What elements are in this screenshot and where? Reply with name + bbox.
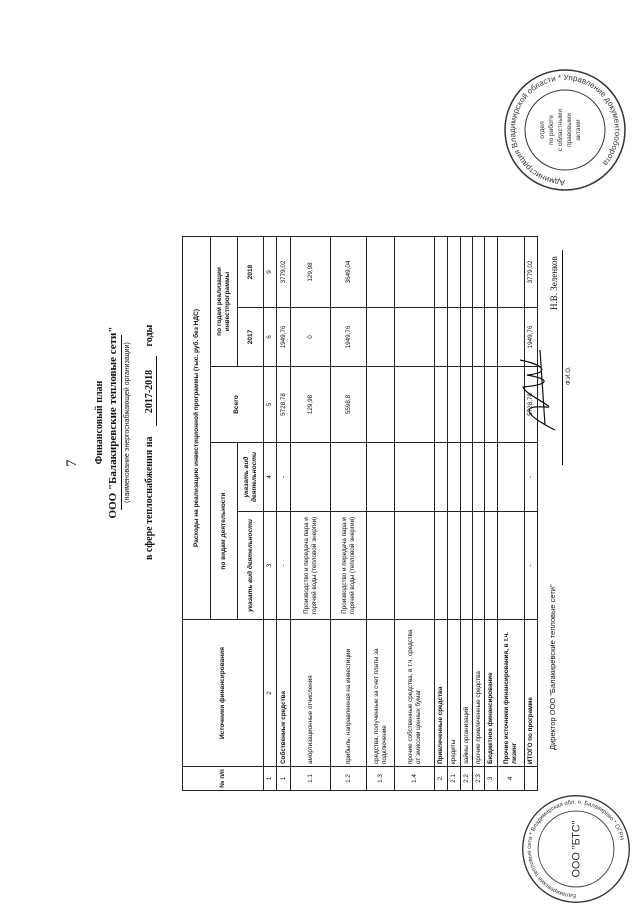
table-row xyxy=(395,236,435,790)
cell-num: 1.1 xyxy=(291,767,331,791)
cell-total: 5728,78 xyxy=(277,367,291,443)
header-source: Источники финансирования xyxy=(183,620,264,767)
cell-y2017: 1949,76 xyxy=(331,308,367,367)
cell-num: 1.2 xyxy=(331,767,367,791)
header-by-activity: по видам деятельности xyxy=(211,443,238,620)
handwritten-signature xyxy=(515,345,563,435)
table-row xyxy=(498,236,525,790)
table-row xyxy=(367,236,395,790)
cell-source: займы организаций xyxy=(461,620,473,767)
cell-num: 4 xyxy=(498,767,525,791)
header-by-years: по годам реализации инвестпрограммы xyxy=(211,236,238,366)
stamp-center-line: правовыми xyxy=(566,113,573,147)
cell-act3 xyxy=(498,512,525,620)
cell-act3 xyxy=(367,512,395,620)
cell-y2018 xyxy=(498,236,525,307)
cell-source: Собственные средства xyxy=(277,620,291,767)
cell-source: кредиты xyxy=(448,620,461,767)
document-title: Финансовый план xyxy=(94,380,105,465)
cell-y2017: 1949,76 xyxy=(277,308,291,367)
cell-act3 xyxy=(461,512,473,620)
header-num: № п/п xyxy=(183,767,264,791)
cell-total: 5598,8 xyxy=(331,367,367,443)
cell-num: 2.3 xyxy=(473,767,485,791)
cell-source: Бюджетное финансирование xyxy=(485,620,498,767)
svg-text:Балакиревские тепловые сети *: Балакиревские тепловые сети * Владимирская обл. п. Балакирево * ОГРН xyxy=(526,799,625,899)
column-number: 5 xyxy=(264,367,277,443)
cell-y2017 xyxy=(473,308,485,367)
signatory-position: Директор ООО "Балакиревские тепловые сети" xyxy=(548,584,557,750)
header-activity-4: указать вид деятельности xyxy=(238,443,264,512)
cell-num: 1.4 xyxy=(395,767,435,791)
column-numbers-row xyxy=(264,236,277,790)
cell-y2017 xyxy=(448,308,461,367)
cell-source: ИТОГО по программе xyxy=(525,620,538,767)
table-row xyxy=(473,236,485,790)
cell-y2018 xyxy=(435,236,448,307)
cell-y2017 xyxy=(367,308,395,367)
cell-act3 xyxy=(435,512,448,620)
cell-num: 1.3 xyxy=(367,767,395,791)
cell-y2018: 3779,02 xyxy=(277,236,291,307)
stamp-center-line: по работе xyxy=(548,115,555,145)
cell-total xyxy=(367,367,395,443)
cell-total xyxy=(395,367,435,443)
cell-num xyxy=(525,767,538,791)
cell-act4 xyxy=(331,443,367,512)
financial-plan-table xyxy=(182,236,538,791)
stamp-center-line: отдел xyxy=(539,121,546,139)
cell-total: 129,98 xyxy=(291,367,331,443)
cell-num: 3 xyxy=(485,767,498,791)
svg-text:Администрация Владимирской обл: Администрация Владимирской области * Управление документооборота xyxy=(507,72,623,188)
cell-total xyxy=(461,367,473,443)
cell-y2017: 1949,76 xyxy=(525,308,538,367)
cell-act4 xyxy=(498,443,525,512)
cell-source: прочие собственные средства, в т.ч. средства от эмиссии ценных бумаг xyxy=(395,620,435,767)
cell-act4 xyxy=(473,443,485,512)
organization-underline xyxy=(121,335,122,510)
table-row xyxy=(291,236,331,790)
cell-total xyxy=(485,367,498,443)
header-activity-3: указать вид деятельности xyxy=(238,512,264,620)
cell-source: прибыль, направленная на инвестиции xyxy=(331,620,367,767)
table-row xyxy=(485,236,498,790)
svg-text:ООО "БТС": ООО "БТС" xyxy=(570,820,583,878)
cell-source: средства, полученные за счет платы за подключение xyxy=(367,620,395,767)
header-year-2018: 2018 xyxy=(238,236,264,307)
cell-y2017 xyxy=(395,308,435,367)
cell-y2017 xyxy=(461,308,473,367)
cell-act4 xyxy=(448,443,461,512)
signatory-name: Н.В. Зеленков xyxy=(549,256,559,310)
cell-total xyxy=(473,367,485,443)
cell-y2018 xyxy=(367,236,395,307)
sphere-prefix: в сфере теплоснабжения на xyxy=(144,436,155,560)
cell-y2018 xyxy=(448,236,461,307)
cell-act4 xyxy=(291,443,331,512)
cell-y2018: 3649,04 xyxy=(331,236,367,307)
cell-act3 xyxy=(395,512,435,620)
cell-act4 xyxy=(485,443,498,512)
table-row xyxy=(461,236,473,790)
column-number: 6 xyxy=(264,308,277,367)
cell-act3: - xyxy=(277,512,291,620)
table-row xyxy=(448,236,461,790)
header-total: Всего xyxy=(211,367,264,443)
cell-y2017: 0 xyxy=(291,308,331,367)
cell-source: Привлеченные средства xyxy=(435,620,448,767)
organization-note: (наименование энергоснабжающей организации) xyxy=(124,342,131,503)
cell-source: амортизационные отчисления xyxy=(291,620,331,767)
header-year-2017: 2017 xyxy=(238,308,264,367)
cell-act3: Производство и передача пара и горячей воды (тепловой энергии) xyxy=(331,512,367,620)
cell-num: 2.1 xyxy=(448,767,461,791)
cell-act3 xyxy=(473,512,485,620)
cell-y2018 xyxy=(461,236,473,307)
cell-y2018: 3779,02 xyxy=(525,236,538,307)
cell-total xyxy=(435,367,448,443)
cell-total xyxy=(448,367,461,443)
cell-y2018 xyxy=(485,236,498,307)
cell-act4 xyxy=(435,443,448,512)
column-number: 4 xyxy=(264,443,277,512)
cell-source: Прочие источники финансирования, в т.ч. лизинг xyxy=(498,620,525,767)
administration-stamp xyxy=(502,67,628,193)
sphere-suffix: годы xyxy=(144,324,155,347)
column-number: 1 xyxy=(264,767,277,791)
cell-y2017 xyxy=(435,308,448,367)
cell-total: 5728,78 xyxy=(525,367,538,443)
cell-source: прочие привлеченные средства xyxy=(473,620,485,767)
cell-act4 xyxy=(395,443,435,512)
table-row xyxy=(525,236,538,790)
column-number: 9 xyxy=(264,236,277,307)
table-row xyxy=(277,236,291,790)
cell-num: 2 xyxy=(435,767,448,791)
cell-y2018: 129,98 xyxy=(291,236,331,307)
table-row xyxy=(331,236,367,790)
cell-y2018 xyxy=(395,236,435,307)
company-stamp xyxy=(520,793,632,905)
cell-act3: Производство и передача пара и горячей воды (тепловой энергии) xyxy=(291,512,331,620)
cell-y2018 xyxy=(473,236,485,307)
cell-act4 xyxy=(367,443,395,512)
page-number: 7 xyxy=(64,459,80,467)
cell-num: 1 xyxy=(277,767,291,791)
cell-act3 xyxy=(448,512,461,620)
cell-y2017 xyxy=(485,308,498,367)
cell-act3: - xyxy=(525,512,538,620)
cell-act4: - xyxy=(277,443,291,512)
stamp-center-line: актами xyxy=(575,119,582,141)
plan-years: 2017-2018 xyxy=(143,357,157,427)
cell-act4 xyxy=(461,443,473,512)
stamp-center-line: с областными xyxy=(557,108,564,152)
column-number: 2 xyxy=(264,620,277,767)
cell-act4: - xyxy=(525,443,538,512)
cell-act3 xyxy=(485,512,498,620)
organization-name: ООО "Балакиревские тепловые сети" xyxy=(107,326,119,519)
table-row xyxy=(435,236,448,790)
sphere-line xyxy=(143,325,157,560)
signatory-name-note: Ф.И.О. xyxy=(566,366,572,385)
column-number: 3 xyxy=(264,512,277,620)
header-expenses: Расходы на реализацию инвестиционной программы (тыс. руб. без НДС) xyxy=(183,236,211,619)
cell-num: 2.2 xyxy=(461,767,473,791)
